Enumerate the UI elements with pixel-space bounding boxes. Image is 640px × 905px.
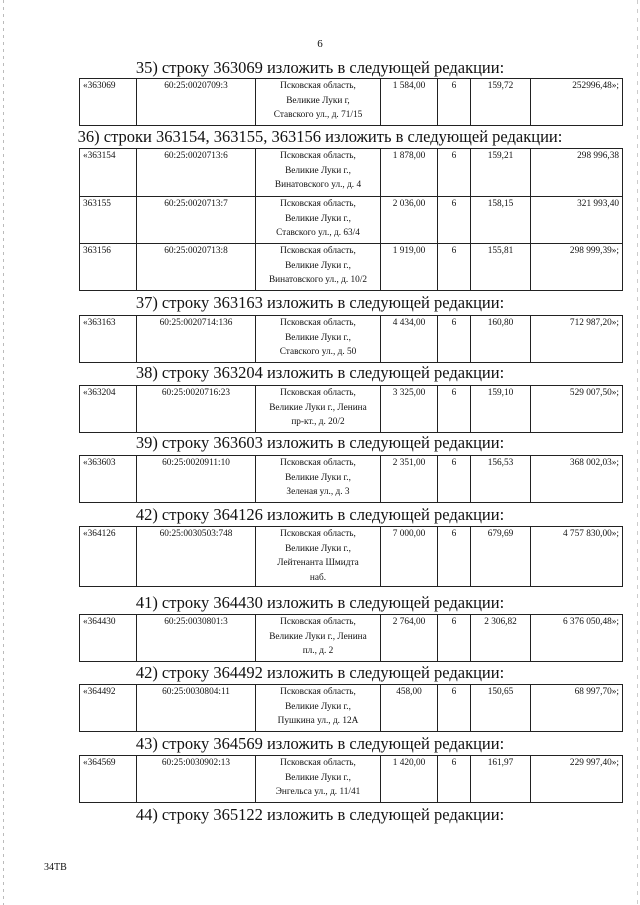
record-id-cell: «363204 <box>80 386 137 433</box>
record-id-cell: «364492 <box>80 685 137 732</box>
table-row <box>80 386 623 433</box>
address-line: Псковская область, <box>280 81 356 91</box>
record-id-cell: «363603 <box>80 456 137 503</box>
coefficient-cell: 6 <box>438 79 471 126</box>
section-heading: 42) строку 364492 изложить в следующей редакции: <box>135 663 505 682</box>
cadastral-number-cell: 60:25:0020713:6 <box>137 149 256 197</box>
address-line: Ставского ул., д. 50 <box>279 347 357 357</box>
table-row <box>80 149 623 197</box>
area-cell: 7 000,00 <box>381 527 438 587</box>
sum-cell: 6 376 050,48»; <box>531 615 623 662</box>
address-line: Энгельса ул., д. 11/41 <box>275 787 361 797</box>
table-row <box>80 456 623 503</box>
record-table <box>79 315 623 363</box>
cadastral-number-cell: 60:25:0020713:7 <box>137 197 256 244</box>
area-cell: 1 584,00 <box>381 79 438 126</box>
section-heading: 38) строку 363204 изложить в следующей редакции: <box>135 363 505 382</box>
sum-cell: 321 993,40 <box>531 197 623 244</box>
sum-cell: 298 999,39»; <box>531 244 623 291</box>
section-heading: 39) строку 363603 изложить в следующей редакции: <box>135 433 505 452</box>
coefficient-cell: 6 <box>438 527 471 587</box>
record-table <box>79 614 623 662</box>
address-cell <box>256 685 381 732</box>
address-line: пр-кт., д. 20/2 <box>291 417 345 427</box>
rate-cell: 679,69 <box>471 527 531 587</box>
address-line: Лейтенанта Шмидта <box>277 558 359 568</box>
address-line: Великие Луки г., <box>285 213 351 224</box>
address-line: Ставского ул., д. 71/15 <box>273 110 363 120</box>
address-line: Великие Луки г., <box>285 472 351 483</box>
section-heading: 35) строку 363069 изложить в следующей редакции: <box>135 58 505 77</box>
sum-cell: 712 987,20»; <box>531 316 623 363</box>
coefficient-cell: 6 <box>438 149 471 197</box>
address-line: Великие Луки г., Ленина <box>269 631 367 642</box>
coefficient-cell: 6 <box>438 456 471 503</box>
table-row <box>80 756 623 803</box>
rate-cell: 2 306,82 <box>471 615 531 662</box>
rate-cell: 158,15 <box>471 197 531 244</box>
address-line: Псковская область, <box>280 458 356 468</box>
address-line: Псковская область, <box>280 529 356 539</box>
address-line: Псковская область, <box>280 199 356 209</box>
section-heading: 36) строки 363154, 363155, 363156 изложить в следующей редакции: <box>77 127 563 146</box>
section-heading: 44) строку 365122 изложить в следующей редакции: <box>135 805 505 824</box>
area-cell: 2 036,00 <box>381 197 438 244</box>
footer-code: 34ТВ <box>44 862 67 873</box>
rate-cell: 150,65 <box>471 685 531 732</box>
address-line: Великие Луки г., <box>285 165 351 176</box>
address-line: Пушкина ул., д. 12А <box>277 716 359 726</box>
area-cell: 458,00 <box>381 685 438 732</box>
cadastral-number-cell: 60:25:0020709:3 <box>137 79 256 126</box>
cadastral-number-cell: 60:25:0030503:748 <box>137 527 256 587</box>
record-id-cell: «363163 <box>80 316 137 363</box>
rate-cell: 159,72 <box>471 79 531 126</box>
record-id-cell: «363069 <box>80 79 137 126</box>
address-cell <box>256 527 381 587</box>
section-heading: 37) строку 363163 изложить в следующей редакции: <box>135 293 505 312</box>
rate-cell: 161,97 <box>471 756 531 803</box>
address-line: Псковская область, <box>280 758 356 768</box>
section-heading: 43) строку 364569 изложить в следующей редакции: <box>135 734 505 753</box>
address-line: Псковская область, <box>280 151 356 161</box>
address-line: Ставского ул., д. 63/4 <box>276 228 360 238</box>
address-line: пл., д. 2 <box>302 646 334 656</box>
address-line: Великие Луки г., <box>285 260 351 271</box>
address-line: Великие Луки г., <box>285 543 351 554</box>
address-line: Псковская область, <box>280 246 356 256</box>
cadastral-number-cell: 60:25:0020713:8 <box>137 244 256 291</box>
coefficient-cell: 6 <box>438 685 471 732</box>
sum-cell: 4 757 830,00»; <box>531 527 623 587</box>
address-cell <box>256 316 381 363</box>
record-table <box>79 385 623 433</box>
table-row <box>80 685 623 732</box>
sum-cell: 68 997,70»; <box>531 685 623 732</box>
sum-cell: 252996,48»; <box>531 79 623 126</box>
cadastral-number-cell: 60:25:0030801:3 <box>137 615 256 662</box>
address-line: Псковская область, <box>280 388 356 398</box>
record-table <box>79 243 623 291</box>
record-table <box>79 455 623 503</box>
record-table <box>79 78 623 126</box>
record-table <box>79 196 623 244</box>
coefficient-cell: 6 <box>438 615 471 662</box>
table-row <box>80 244 623 291</box>
rate-cell: 159,21 <box>471 149 531 197</box>
area-cell: 2 764,00 <box>381 615 438 662</box>
record-table <box>79 755 623 803</box>
address-cell <box>256 197 381 244</box>
record-table <box>79 148 623 197</box>
address-line: Зеленая ул., д. 3 <box>286 487 350 497</box>
record-id-cell: «364430 <box>80 615 137 662</box>
area-cell: 1 878,00 <box>381 149 438 197</box>
rate-cell: 159,10 <box>471 386 531 433</box>
record-id-cell: 363155 <box>80 197 137 244</box>
area-cell: 4 434,00 <box>381 316 438 363</box>
table-row <box>80 79 623 126</box>
coefficient-cell: 6 <box>438 197 471 244</box>
section-heading: 42) строку 364126 изложить в следующей редакции: <box>135 505 505 524</box>
address-line: Псковская область, <box>280 318 356 328</box>
cadastral-number-cell: 60:25:0030804:11 <box>137 685 256 732</box>
area-cell: 1 420,00 <box>381 756 438 803</box>
sum-cell: 368 002,03»; <box>531 456 623 503</box>
address-line: Великие Луки г., Ленина <box>269 402 367 413</box>
coefficient-cell: 6 <box>438 244 471 291</box>
record-id-cell: «363154 <box>80 149 137 197</box>
address-line: Псковская область, <box>280 617 356 627</box>
record-id-cell: «364126 <box>80 527 137 587</box>
address-cell <box>256 79 381 126</box>
area-cell: 1 919,00 <box>381 244 438 291</box>
address-line: Великие Луки г, <box>286 95 350 106</box>
table-row <box>80 197 623 244</box>
address-line: Винатовского ул., д. 10/2 <box>268 275 368 285</box>
record-id-cell: «364569 <box>80 756 137 803</box>
table-row <box>80 615 623 662</box>
table-row <box>80 316 623 363</box>
cadastral-number-cell: 60:25:0030902:13 <box>137 756 256 803</box>
address-cell <box>256 456 381 503</box>
address-cell <box>256 615 381 662</box>
address-cell <box>256 244 381 291</box>
address-line: Винатовского ул., д. 4 <box>274 180 362 190</box>
cadastral-number-cell: 60:25:0020911:10 <box>137 456 256 503</box>
coefficient-cell: 6 <box>438 386 471 433</box>
table-row <box>80 527 623 587</box>
record-table <box>79 526 623 587</box>
address-line: Великие Луки г., <box>285 772 351 783</box>
rate-cell: 156,53 <box>471 456 531 503</box>
cadastral-number-cell: 60:25:0020714:136 <box>137 316 256 363</box>
rate-cell: 160,80 <box>471 316 531 363</box>
address-cell <box>256 386 381 433</box>
address-line: Псковская область, <box>280 687 356 697</box>
address-line: Великие Луки г., <box>285 701 351 712</box>
address-cell <box>256 149 381 197</box>
section-heading: 41) строку 364430 изложить в следующей редакции: <box>135 593 505 612</box>
sum-cell: 298 996,38 <box>531 149 623 197</box>
coefficient-cell: 6 <box>438 316 471 363</box>
area-cell: 2 351,00 <box>381 456 438 503</box>
record-id-cell: 363156 <box>80 244 137 291</box>
page-number: 6 <box>317 38 323 50</box>
sum-cell: 229 997,40»; <box>531 756 623 803</box>
address-line: наб. <box>309 572 327 583</box>
address-cell <box>256 756 381 803</box>
rate-cell: 155,81 <box>471 244 531 291</box>
coefficient-cell: 6 <box>438 756 471 803</box>
sum-cell: 529 007,50»; <box>531 386 623 433</box>
area-cell: 3 325,00 <box>381 386 438 433</box>
record-table <box>79 684 623 732</box>
address-line: Великие Луки г., <box>285 332 351 343</box>
cadastral-number-cell: 60:25:0020716:23 <box>137 386 256 433</box>
